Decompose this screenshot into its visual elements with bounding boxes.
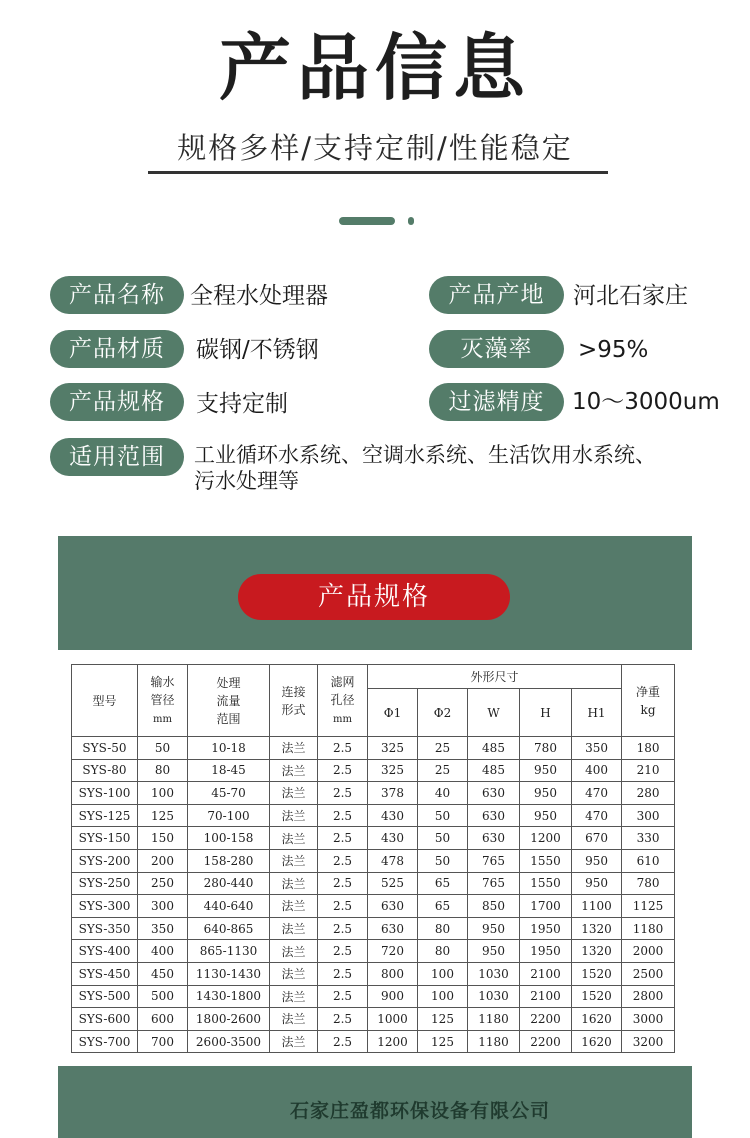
table-cell: 1520: [572, 985, 622, 1008]
table-cell: 350: [138, 917, 188, 940]
table-cell: 2200: [520, 1030, 572, 1053]
table-row: [72, 1008, 675, 1031]
table-cell: 法兰: [270, 872, 318, 895]
table-cell: 2.5: [318, 827, 368, 850]
table-cell: 1180: [622, 917, 675, 940]
table-cell: 400: [138, 940, 188, 963]
table-cell: 法兰: [270, 985, 318, 1008]
table-cell: 525: [368, 872, 418, 895]
table-cell: 法兰: [270, 804, 318, 827]
table-cell: 300: [138, 895, 188, 918]
table-cell: 125: [138, 804, 188, 827]
table-cell: 1030: [468, 962, 520, 985]
table-cell: SYS-100: [72, 782, 138, 805]
table-cell: 80: [418, 917, 468, 940]
table-cell: 2.5: [318, 1008, 368, 1031]
header-weight: 净重 kg: [622, 665, 675, 737]
table-cell: 325: [368, 759, 418, 782]
table-cell: 250: [138, 872, 188, 895]
table-cell: 600: [138, 1008, 188, 1031]
table-cell: 158-280: [188, 849, 270, 872]
header-phi1: Φ1: [368, 689, 418, 737]
table-cell: 1620: [572, 1008, 622, 1031]
label-filter-precision: 过滤精度: [429, 383, 564, 421]
table-cell: SYS-200: [72, 849, 138, 872]
header-model: 型号: [72, 665, 138, 737]
table-cell: 200: [138, 849, 188, 872]
table-cell: 25: [418, 737, 468, 760]
table-cell: 3200: [622, 1030, 675, 1053]
table-cell: 478: [368, 849, 418, 872]
table-cell: 865-1130: [188, 940, 270, 963]
table-row: [72, 872, 675, 895]
table-cell: 2.5: [318, 804, 368, 827]
label-algae-rate: 灭藻率: [429, 330, 564, 368]
table-cell: 640-865: [188, 917, 270, 940]
table-cell: 300: [622, 804, 675, 827]
table-row: [72, 962, 675, 985]
table-cell: 950: [520, 759, 572, 782]
table-cell: 950: [572, 849, 622, 872]
table-cell: SYS-450: [72, 962, 138, 985]
table-cell: 700: [138, 1030, 188, 1053]
value-product-name: 全程水处理器: [190, 283, 328, 309]
table-cell: 100: [418, 962, 468, 985]
header-flow-range: 处理 流量 范围: [188, 665, 270, 737]
table-cell: 450: [138, 962, 188, 985]
label-product-name: 产品名称: [50, 276, 184, 314]
table-cell: 280-440: [188, 872, 270, 895]
table-cell: 1430-1800: [188, 985, 270, 1008]
table-cell: 50: [418, 804, 468, 827]
table-cell: 430: [368, 804, 418, 827]
table-cell: 2500: [622, 962, 675, 985]
table-cell: 80: [418, 940, 468, 963]
table-cell: SYS-350: [72, 917, 138, 940]
table-cell: SYS-80: [72, 759, 138, 782]
table-row: [72, 1030, 675, 1053]
table-cell: 2.5: [318, 737, 368, 760]
header-mesh: 滤网 孔径 mm: [318, 665, 368, 737]
header-dimensions: 外形尺寸: [368, 665, 622, 689]
table-cell: 2200: [520, 1008, 572, 1031]
header-connection: 连接 形式: [270, 665, 318, 737]
table-cell: 1100: [572, 895, 622, 918]
table-cell: 2.5: [318, 849, 368, 872]
table-cell: 2600-3500: [188, 1030, 270, 1053]
table-cell: 1550: [520, 872, 572, 895]
table-cell: 法兰: [270, 782, 318, 805]
table-cell: 630: [468, 782, 520, 805]
decor-dot: [408, 217, 414, 225]
table-cell: 1130-1430: [188, 962, 270, 985]
table-cell: 法兰: [270, 1008, 318, 1031]
table-cell: 610: [622, 849, 675, 872]
table-cell: 780: [622, 872, 675, 895]
table-cell: 45-70: [188, 782, 270, 805]
label-scope: 适用范围: [50, 438, 184, 476]
value-spec: 支持定制: [196, 391, 288, 417]
table-cell: 80: [138, 759, 188, 782]
header-h: H: [520, 689, 572, 737]
table-cell: 1000: [368, 1008, 418, 1031]
table-cell: 2800: [622, 985, 675, 1008]
label-spec: 产品规格: [50, 383, 184, 421]
table-cell: 1520: [572, 962, 622, 985]
table-cell: 125: [418, 1008, 468, 1031]
table-cell: 1200: [368, 1030, 418, 1053]
table-cell: 2.5: [318, 759, 368, 782]
table-cell: 350: [572, 737, 622, 760]
table-cell: 210: [622, 759, 675, 782]
header-w: W: [468, 689, 520, 737]
page-title: 产品信息: [218, 26, 531, 110]
label-material: 产品材质: [50, 330, 184, 368]
label-origin: 产品产地: [429, 276, 564, 314]
table-cell: 法兰: [270, 962, 318, 985]
table-cell: 100-158: [188, 827, 270, 850]
table-cell: 950: [468, 917, 520, 940]
table-row: [72, 782, 675, 805]
table-cell: 630: [368, 895, 418, 918]
header-h1: H1: [572, 689, 622, 737]
table-row: [72, 895, 675, 918]
table-cell: 330: [622, 827, 675, 850]
table-cell: 18-45: [188, 759, 270, 782]
table-cell: 25: [418, 759, 468, 782]
header-phi2: Φ2: [418, 689, 468, 737]
value-filter-precision: 10～3000um: [572, 389, 720, 415]
table-cell: SYS-700: [72, 1030, 138, 1053]
table-cell: 法兰: [270, 940, 318, 963]
table-cell: SYS-300: [72, 895, 138, 918]
table-cell: 378: [368, 782, 418, 805]
table-cell: 470: [572, 804, 622, 827]
table-cell: 65: [418, 895, 468, 918]
value-scope-line1: 工业循环水系统、空调水系统、生活饮用水系统、: [194, 443, 656, 467]
table-cell: 50: [138, 737, 188, 760]
value-material: 碳钢/不锈钢: [196, 337, 319, 363]
table-cell: 485: [468, 737, 520, 760]
table-cell: 440-640: [188, 895, 270, 918]
decor-bar: [339, 217, 395, 225]
value-scope-line2: 污水处理等: [194, 469, 299, 493]
table-cell: 1320: [572, 940, 622, 963]
table-cell: 2.5: [318, 872, 368, 895]
table-cell: 850: [468, 895, 520, 918]
table-cell: 2000: [622, 940, 675, 963]
table-cell: 100: [418, 985, 468, 1008]
value-origin: 河北石家庄: [573, 283, 688, 309]
table-cell: 法兰: [270, 827, 318, 850]
header-pipe-diameter: 输水 管径 mm: [138, 665, 188, 737]
table-cell: 2100: [520, 962, 572, 985]
table-cell: 1950: [520, 940, 572, 963]
table-cell: 65: [418, 872, 468, 895]
table-cell: 800: [368, 962, 418, 985]
table-cell: 630: [468, 804, 520, 827]
table-cell: 2.5: [318, 782, 368, 805]
table-cell: 2.5: [318, 962, 368, 985]
table-cell: SYS-250: [72, 872, 138, 895]
table-cell: 430: [368, 827, 418, 850]
table-cell: 法兰: [270, 737, 318, 760]
table-cell: 1125: [622, 895, 675, 918]
table-cell: 2.5: [318, 917, 368, 940]
table-cell: 10-18: [188, 737, 270, 760]
table-cell: 1950: [520, 917, 572, 940]
table-cell: 470: [572, 782, 622, 805]
table-cell: SYS-150: [72, 827, 138, 850]
table-row: [72, 917, 675, 940]
table-cell: 法兰: [270, 917, 318, 940]
table-cell: 180: [622, 737, 675, 760]
table-cell: SYS-400: [72, 940, 138, 963]
table-row: [72, 985, 675, 1008]
table-cell: 法兰: [270, 895, 318, 918]
table-row: [72, 940, 675, 963]
table-cell: 900: [368, 985, 418, 1008]
table-cell: 2.5: [318, 1030, 368, 1053]
table-cell: 50: [418, 827, 468, 850]
table-cell: 1180: [468, 1030, 520, 1053]
table-cell: 630: [368, 917, 418, 940]
table-cell: 1620: [572, 1030, 622, 1053]
table-cell: 3000: [622, 1008, 675, 1031]
table-cell: 50: [418, 849, 468, 872]
table-cell: SYS-125: [72, 804, 138, 827]
table-cell: 950: [520, 782, 572, 805]
company-name: 石家庄盈都环保设备有限公司: [290, 1100, 551, 1122]
table-cell: 400: [572, 759, 622, 782]
table-row: [72, 737, 675, 760]
table-cell: 1800-2600: [188, 1008, 270, 1031]
spec-table: [71, 664, 675, 1053]
page-subtitle: 规格多样/支持定制/性能稳定: [177, 131, 573, 165]
table-row: [72, 827, 675, 850]
table-cell: 1550: [520, 849, 572, 872]
table-row: [72, 849, 675, 872]
table-cell: SYS-500: [72, 985, 138, 1008]
table-cell: 2100: [520, 985, 572, 1008]
table-row: [72, 804, 675, 827]
table-cell: SYS-50: [72, 737, 138, 760]
table-cell: 780: [520, 737, 572, 760]
table-cell: 325: [368, 737, 418, 760]
table-cell: 70-100: [188, 804, 270, 827]
table-cell: 765: [468, 872, 520, 895]
subtitle-underline: [148, 171, 608, 174]
table-cell: 720: [368, 940, 418, 963]
table-cell: 280: [622, 782, 675, 805]
table-cell: 485: [468, 759, 520, 782]
table-cell: 150: [138, 827, 188, 850]
table-cell: 1180: [468, 1008, 520, 1031]
table-cell: 1030: [468, 985, 520, 1008]
table-cell: 950: [520, 804, 572, 827]
table-cell: 法兰: [270, 759, 318, 782]
table-cell: 1320: [572, 917, 622, 940]
table-cell: 2.5: [318, 895, 368, 918]
table-cell: 670: [572, 827, 622, 850]
table-cell: 1700: [520, 895, 572, 918]
table-row: [72, 759, 675, 782]
table-cell: 500: [138, 985, 188, 1008]
table-cell: 1200: [520, 827, 572, 850]
table-cell: 950: [572, 872, 622, 895]
table-cell: SYS-600: [72, 1008, 138, 1031]
table-cell: 125: [418, 1030, 468, 1053]
table-cell: 2.5: [318, 985, 368, 1008]
table-cell: 950: [468, 940, 520, 963]
table-cell: 40: [418, 782, 468, 805]
table-cell: 法兰: [270, 849, 318, 872]
table-cell: 765: [468, 849, 520, 872]
table-cell: 法兰: [270, 1030, 318, 1053]
table-cell: 630: [468, 827, 520, 850]
value-algae-rate: >95%: [578, 337, 649, 363]
spec-title-badge: 产品规格: [238, 574, 510, 620]
table-cell: 2.5: [318, 940, 368, 963]
table-cell: 100: [138, 782, 188, 805]
